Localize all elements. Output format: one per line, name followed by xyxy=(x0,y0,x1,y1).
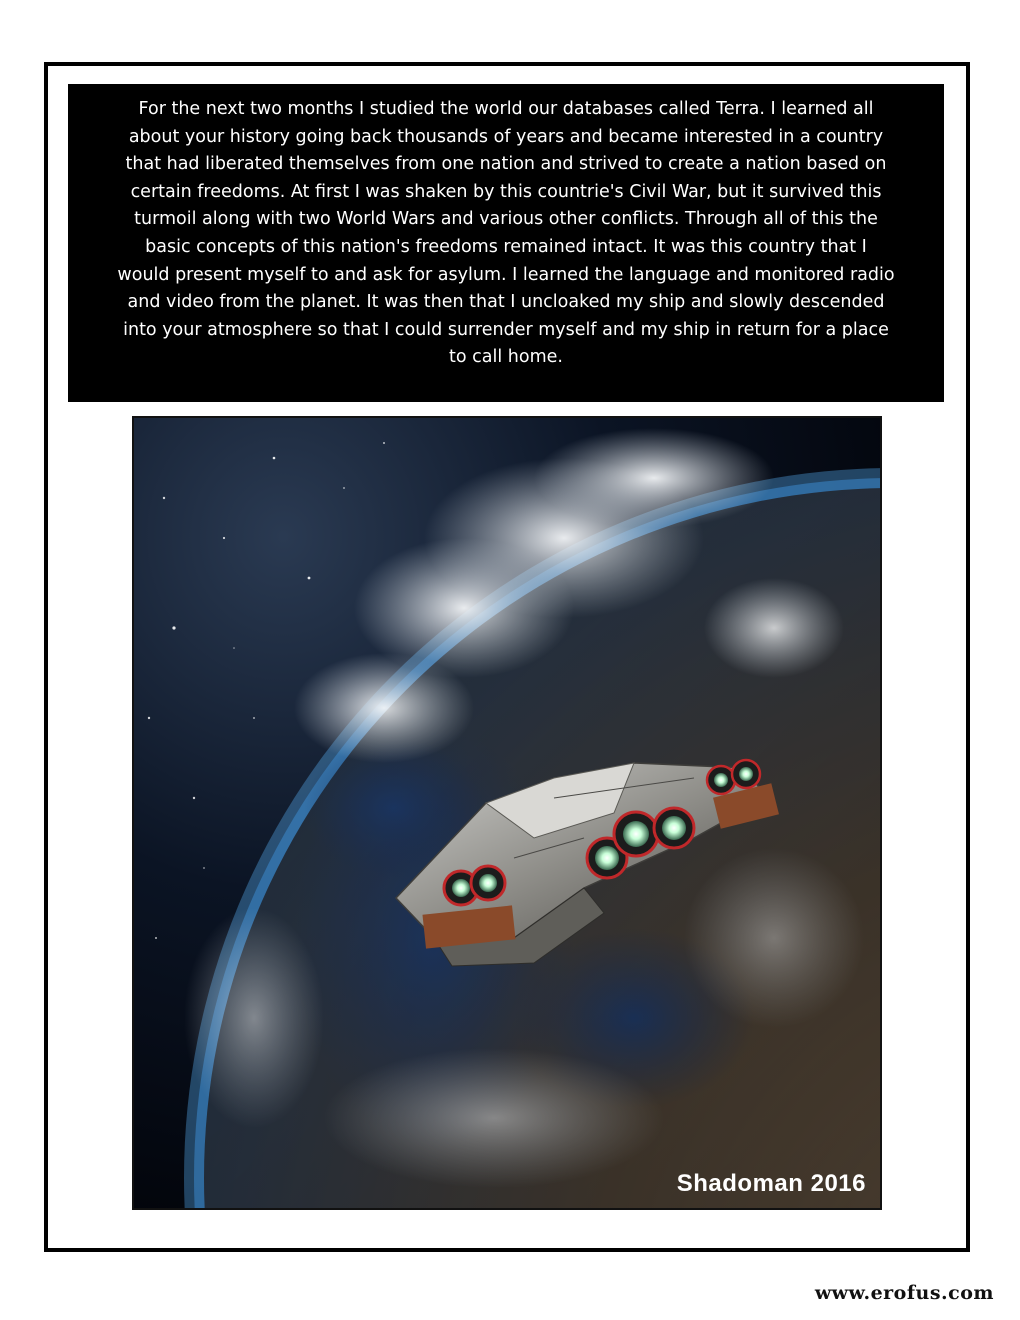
caption-line: basic concepts of this nation's freedoms remained intact. It was this country that I xyxy=(145,236,867,257)
comic-panel-spaceship-over-planet xyxy=(132,416,882,1210)
caption-line: would present myself to and ask for asylum. I learned the language and monitored radio xyxy=(117,264,895,285)
narration-caption-box xyxy=(68,84,944,402)
space-scene-illustration xyxy=(134,418,880,1208)
caption-line: that had liberated themselves from one nation and strived to create a nation based on xyxy=(125,154,887,175)
caption-line: turmoil along with two World Wars and various other conflicts. Through all of this the xyxy=(134,209,878,230)
caption-line: and video from the planet. It was then that I uncloaked my ship and slowly descended xyxy=(127,292,885,313)
caption-line: about your history going back thousands of years and became interested in a country xyxy=(128,126,884,147)
caption-line: into your atmosphere so that I could surrender myself and my ship in return for a place xyxy=(123,319,889,340)
caption-line: For the next two months I studied the world our databases called Terra. I learned all xyxy=(138,99,874,119)
caption-line: to call home. xyxy=(449,347,563,368)
artist-credit: Shadoman 2016 xyxy=(676,1170,866,1197)
caption-line: certain freedoms. At first I was shaken by this countrie's Civil War, but it survived this xyxy=(130,181,882,202)
site-watermark: www.erofus.com xyxy=(814,1282,994,1304)
